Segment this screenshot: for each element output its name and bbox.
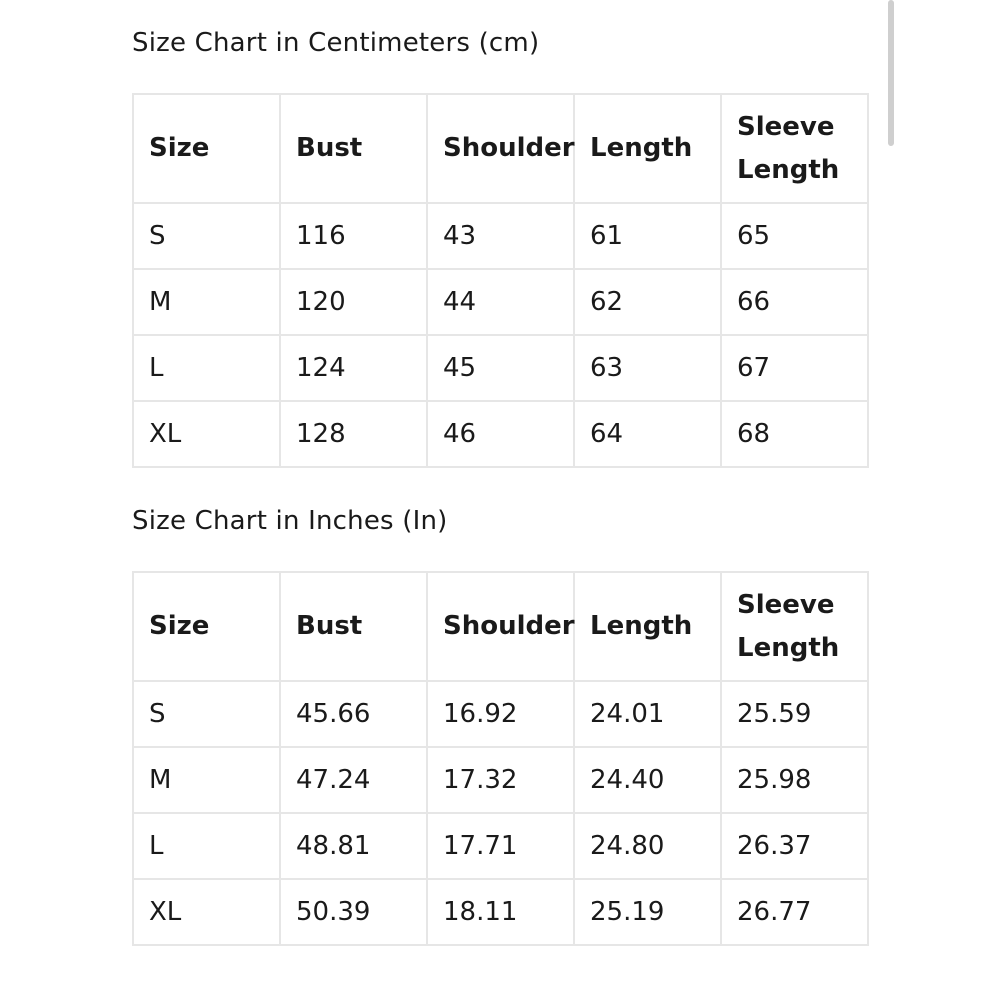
cell-length: 24.80 bbox=[574, 813, 721, 879]
cell-shoulder: 16.92 bbox=[427, 681, 574, 747]
cell-bust: 50.39 bbox=[280, 879, 427, 945]
table-header-row bbox=[133, 94, 868, 203]
cell-bust: 47.24 bbox=[280, 747, 427, 813]
cell-shoulder: 18.11 bbox=[427, 879, 574, 945]
cell-sleeve-length: 26.77 bbox=[721, 879, 868, 945]
content-area bbox=[100, 0, 900, 1000]
cell-sleeve-length: 65 bbox=[721, 203, 868, 269]
table-row bbox=[133, 269, 868, 335]
cell-sleeve-length: 67 bbox=[721, 335, 868, 401]
cell-bust: 120 bbox=[280, 269, 427, 335]
cell-size: XL bbox=[133, 401, 280, 467]
header-length: Length bbox=[574, 94, 721, 203]
cell-sleeve-length: 66 bbox=[721, 269, 868, 335]
cell-shoulder: 17.32 bbox=[427, 747, 574, 813]
table-header-row bbox=[133, 572, 868, 681]
table-row bbox=[133, 401, 868, 467]
cell-size: L bbox=[133, 335, 280, 401]
cell-sleeve-length: 68 bbox=[721, 401, 868, 467]
cell-bust: 128 bbox=[280, 401, 427, 467]
cell-shoulder: 43 bbox=[427, 203, 574, 269]
table-row bbox=[133, 335, 868, 401]
vertical-scrollbar[interactable] bbox=[886, 0, 896, 150]
header-shoulder: Shoulder bbox=[427, 94, 574, 203]
header-shoulder: Shoulder bbox=[427, 572, 574, 681]
cell-size: M bbox=[133, 747, 280, 813]
cell-bust: 116 bbox=[280, 203, 427, 269]
cell-length: 61 bbox=[574, 203, 721, 269]
in-chart-title: Size Chart in Inches (In) bbox=[132, 506, 448, 536]
cell-size: S bbox=[133, 681, 280, 747]
in-size-table bbox=[132, 571, 869, 946]
header-sleeve-line1: Sleeve bbox=[737, 111, 835, 142]
header-sleeve-line1: Sleeve bbox=[737, 589, 835, 620]
cell-size: M bbox=[133, 269, 280, 335]
cell-length: 24.40 bbox=[574, 747, 721, 813]
cell-size: S bbox=[133, 203, 280, 269]
cell-length: 64 bbox=[574, 401, 721, 467]
cell-shoulder: 44 bbox=[427, 269, 574, 335]
header-sleeve-length bbox=[721, 572, 868, 681]
cm-chart-title: Size Chart in Centimeters (cm) bbox=[132, 28, 540, 58]
table-row bbox=[133, 747, 868, 813]
cell-bust: 45.66 bbox=[280, 681, 427, 747]
header-sleeve-length bbox=[721, 94, 868, 203]
header-sleeve-line2: Length bbox=[737, 154, 840, 185]
table-row bbox=[133, 879, 868, 945]
table-row bbox=[133, 681, 868, 747]
cell-shoulder: 46 bbox=[427, 401, 574, 467]
cell-size: XL bbox=[133, 879, 280, 945]
cell-length: 63 bbox=[574, 335, 721, 401]
header-bust: Bust bbox=[280, 572, 427, 681]
cell-sleeve-length: 25.59 bbox=[721, 681, 868, 747]
cell-shoulder: 45 bbox=[427, 335, 574, 401]
header-size: Size bbox=[133, 94, 280, 203]
cell-length: 25.19 bbox=[574, 879, 721, 945]
cell-sleeve-length: 25.98 bbox=[721, 747, 868, 813]
cell-shoulder: 17.71 bbox=[427, 813, 574, 879]
cell-sleeve-length: 26.37 bbox=[721, 813, 868, 879]
header-bust: Bust bbox=[280, 94, 427, 203]
cell-size: L bbox=[133, 813, 280, 879]
table-row bbox=[133, 203, 868, 269]
cell-length: 62 bbox=[574, 269, 721, 335]
cell-bust: 124 bbox=[280, 335, 427, 401]
scrollbar-thumb[interactable] bbox=[888, 0, 894, 146]
cell-length: 24.01 bbox=[574, 681, 721, 747]
cell-bust: 48.81 bbox=[280, 813, 427, 879]
header-sleeve-line2: Length bbox=[737, 632, 840, 663]
cm-size-table bbox=[132, 93, 869, 468]
table-row bbox=[133, 813, 868, 879]
header-length: Length bbox=[574, 572, 721, 681]
header-size: Size bbox=[133, 572, 280, 681]
